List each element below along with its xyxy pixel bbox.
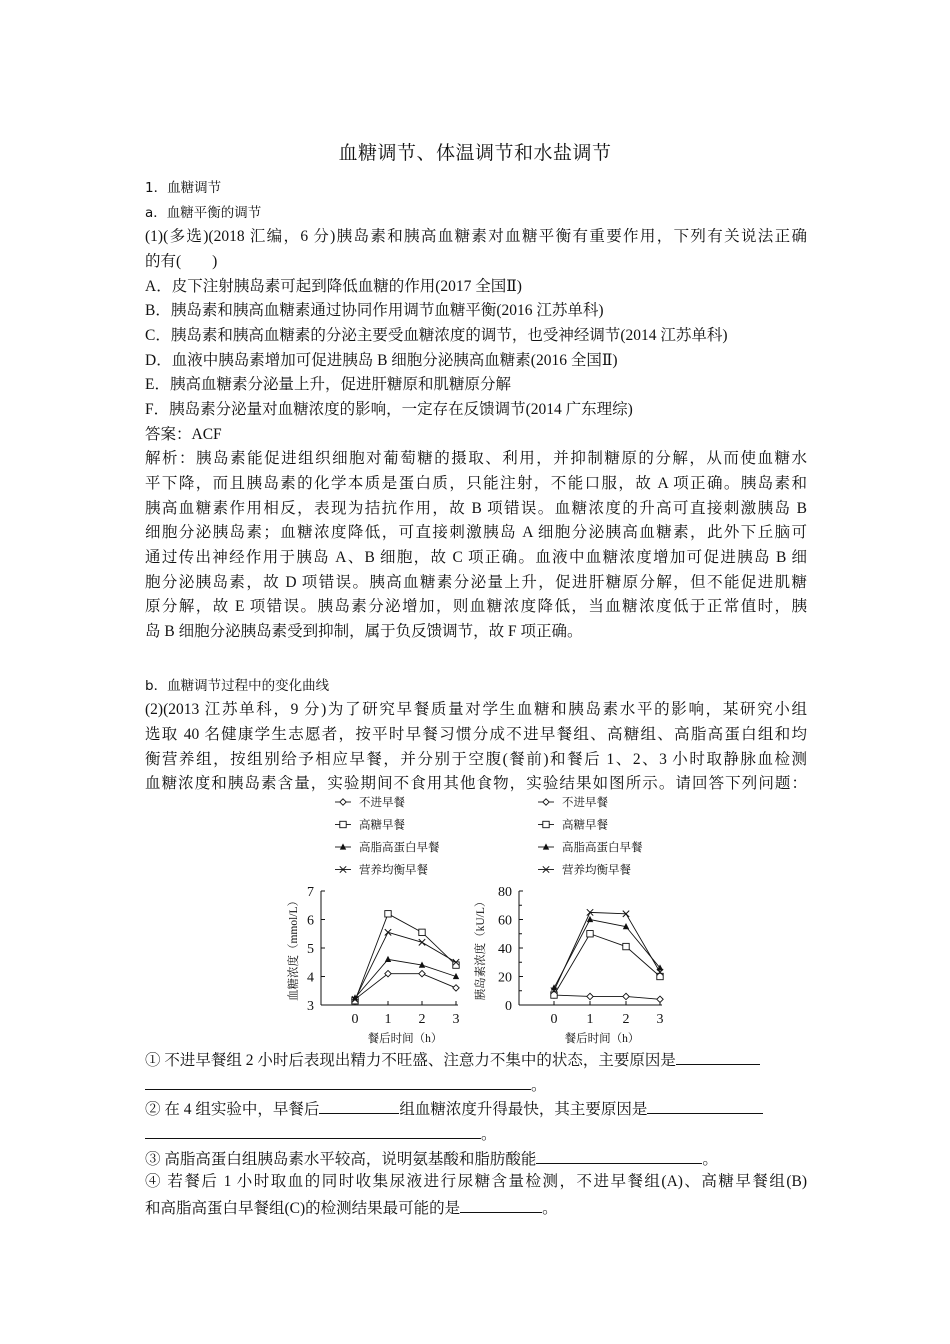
page-title: 血糖调节、体温调节和水盐调节 [338, 142, 612, 164]
svg-text:80: 80 [498, 885, 512, 900]
series-line [355, 959, 456, 997]
option-b: B．胰岛素和胰高血糖素通过协同作用调节血糖平衡(2016 江苏单科) [145, 302, 604, 319]
option-a: A．皮下注射胰岛素可起到降低血糖的作用(2017 全国Ⅱ) [145, 278, 522, 295]
legend-label: 高脂高蛋白早餐 [562, 842, 643, 854]
option-d: D．血液中胰岛素增加可促进胰岛 B 细胞分泌胰高血糖素(2016 全国Ⅱ) [145, 352, 618, 369]
analysis-line: 平下降，而且胰岛素的化学本质是蛋白质，只能注射，不能口服，故 A 项正确。胰岛素和 [145, 475, 807, 492]
sub-question-4: ④ 若餐后 1 小时取血的同时收集尿液进行尿糖含量检测，不进早餐组(A)、高糖早餐组(B) [145, 1173, 807, 1190]
svg-text:1: 1 [586, 1012, 594, 1027]
sub-question-1-cont: 。 [145, 1074, 807, 1096]
sub-question-2-cont: 。 [145, 1123, 807, 1145]
svg-text:3: 3 [307, 999, 314, 1014]
legend-label: 不进早餐 [562, 797, 608, 809]
svg-text:6: 6 [307, 913, 314, 929]
y-axis-label: 胰岛素浓度（kU/L） [475, 895, 487, 1001]
x-axis-label: 餐后时间（h） [564, 1033, 640, 1045]
answer-blank[interactable] [145, 1074, 531, 1090]
series-line [355, 932, 456, 999]
svg-text:1: 1 [384, 1012, 392, 1027]
analysis-line: 通过传出神经作用于胰岛 A、B 细胞，故 C 项正确。血液中血糖浓度增加可促进胰岛 B 细 [145, 549, 807, 566]
question-2-stem: (2)(2013 江苏单科，9 分)为了研究早餐质量对学生血糖和胰岛素水平的影响，某研究小组 [145, 701, 807, 718]
svg-text:5: 5 [307, 942, 314, 957]
analysis-line: 胞分泌胰岛素，故 D 项错误。胰高血糖素分泌量上升，促进肝糖原分解，但不能促进肌糖 [145, 574, 807, 591]
option-f: F．胰岛素分泌量对血糖浓度的影响，一定存在反馈调节(2014 广东理综) [145, 401, 633, 418]
series-line [554, 912, 660, 990]
svg-text:7: 7 [307, 885, 314, 900]
subsection-heading-b: b．血糖调节过程中的变化曲线 [145, 678, 330, 694]
question-2-stem: 选取 40 名健康学生志愿者，按平时早餐习惯分成不进早餐组、高糖组、高脂高蛋白组和均 [145, 726, 807, 743]
legend-label: 高糖早餐 [359, 819, 405, 832]
svg-text:3: 3 [452, 1012, 460, 1027]
subsection-heading-a: a．血糖平衡的调节 [145, 205, 262, 221]
answer-blank[interactable] [536, 1148, 702, 1164]
question-2-stem: 衡营养组，按组别给予相应早餐，并分别于空腹(餐前)和餐后 1、2、3 小时取静脉血检测 [145, 751, 807, 768]
section-heading-1: 1．血糖调节 [145, 180, 222, 196]
svg-text:0: 0 [505, 999, 512, 1014]
svg-text:60: 60 [498, 913, 512, 929]
analysis-line: 原分解，故 E 项错误。胰岛素分泌增加，则血糖浓度降低，当血糖浓度低于正常值时，胰 [145, 598, 807, 615]
answer-blank[interactable] [647, 1098, 763, 1114]
sub-question-4-cont: 和高脂高蛋白早餐组(C)的检测结果最可能的是 。 [145, 1197, 807, 1219]
sub-question-1: ① 不进早餐组 2 小时后表现出精力不旺盛、注意力不集中的状态，主要原因是 [145, 1049, 807, 1071]
svg-text:2: 2 [418, 1012, 426, 1027]
option-c: C．胰岛素和胰高血糖素的分泌主要受血糖浓度的调节，也受神经调节(2014 江苏单科) [145, 327, 728, 344]
series-line [554, 995, 660, 999]
svg-text:40: 40 [498, 942, 512, 957]
x-axis-label: 餐后时间（h） [367, 1033, 443, 1045]
y-axis-label: 血糖浓度（mmol/L） [288, 894, 300, 1002]
sub-question-3: ③ 高脂高蛋白组胰岛素水平较高，说明氨基酸和脂肪酸能 。 [145, 1148, 807, 1170]
analysis-line: 胰高血糖素作用相反，表现为拮抗作用，故 B 项错误。血糖浓度的升高可直接刺激胰岛 B [145, 500, 807, 517]
svg-text:0: 0 [351, 1012, 359, 1027]
svg-text:3: 3 [656, 1012, 664, 1027]
svg-text:0: 0 [550, 1012, 558, 1027]
legend-label: 营养均衡早餐 [562, 864, 631, 877]
analysis-line: 解析：胰岛素能促进组织细胞对葡萄糖的摄取、利用，并抑制糖原的分解，从而使血糖水 [145, 450, 807, 467]
chart-legend [335, 795, 440, 877]
chart-legend [538, 795, 643, 877]
sub-question-2: ② 在 4 组实验中，早餐后 组血糖浓度升得最快，其主要原因是 [145, 1098, 807, 1120]
question-2-stem: 血糖浓度和胰岛素含量，实验期间不食用其他食物，实验结果如图所示。请回答下列问题： [145, 775, 807, 792]
answer-blank[interactable] [145, 1123, 481, 1139]
legend-label: 不进早餐 [359, 797, 405, 809]
insulin-chart [470, 790, 680, 1055]
svg-text:4: 4 [307, 970, 314, 986]
analysis-line: 细胞分泌胰岛素；血糖浓度降低，可直接刺激胰岛 A 细胞分泌胰高血糖素，此外下丘脑可 [145, 524, 807, 541]
question-1-stem: (1)(多选)(2018 汇编，6 分)胰岛素和胰高血糖素对血糖平衡有重要作用，下列有关说法正确 [145, 228, 807, 245]
answer-blank[interactable] [676, 1049, 760, 1065]
answer-blank[interactable] [319, 1098, 399, 1114]
question-1-stem-cont: 的有( ) [145, 253, 218, 270]
series-line [355, 974, 456, 1000]
analysis-line: 岛 B 细胞分泌胰岛素受到抑制，属于负反馈调节，故 F 项正确。 [145, 623, 583, 640]
legend-label: 营养均衡早餐 [359, 864, 428, 877]
svg-text:20: 20 [498, 970, 512, 986]
series-line [554, 934, 660, 995]
answer-blank[interactable] [460, 1197, 542, 1213]
option-e: E．胰高血糖素分泌量上升，促进肝糖原和肌糖原分解 [145, 376, 511, 393]
legend-label: 高脂高蛋白早餐 [359, 842, 440, 854]
legend-label: 高糖早餐 [562, 819, 608, 832]
series-line [554, 920, 660, 988]
blood-glucose-chart [280, 790, 480, 1055]
answer: 答案：ACF [145, 426, 222, 443]
svg-text:2: 2 [622, 1012, 630, 1027]
